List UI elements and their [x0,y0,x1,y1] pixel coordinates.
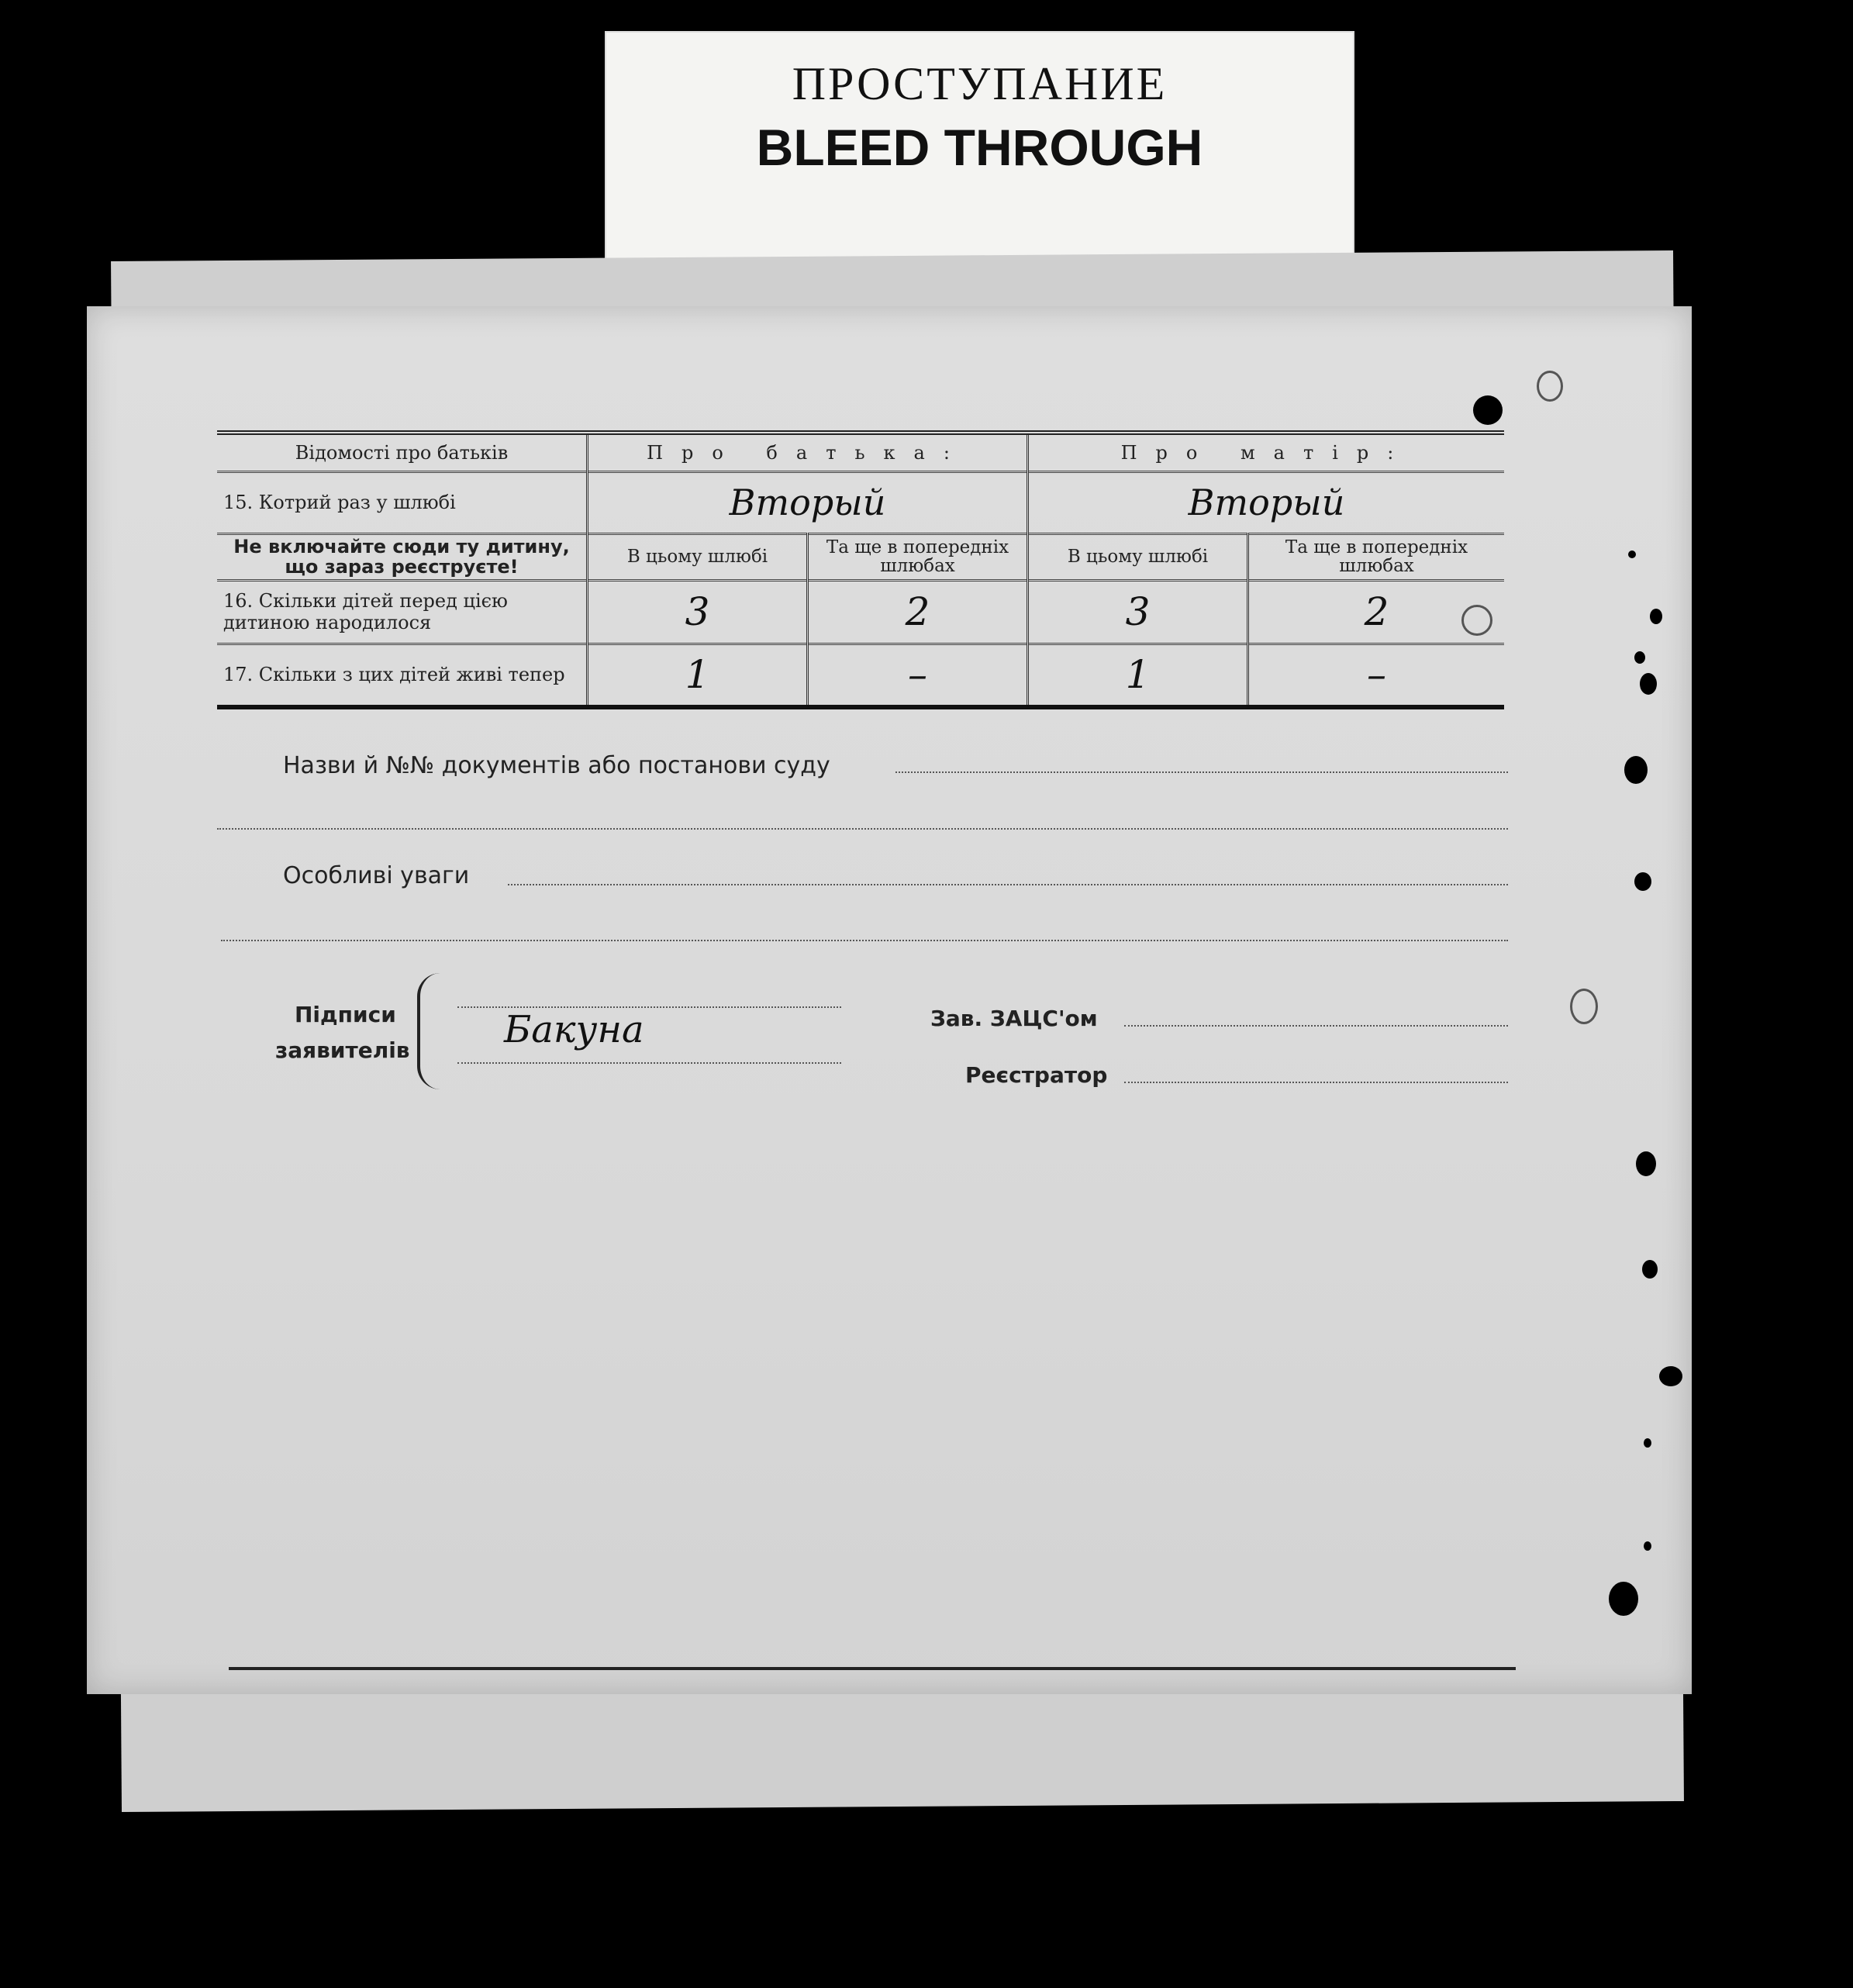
punch-hole [1644,1438,1651,1448]
row-16-label: 16. Скільки дітей перед цією дитиною народилося [217,580,588,644]
punch-hole [1628,550,1636,558]
mother-previous-marriages-header: Та ще в попередніх шлюбах [1285,537,1468,576]
row-17-mother-previous: – [1367,652,1386,698]
row-17-label: 17. Скільки з цих дітей живі тепер [217,644,588,707]
bleed-through-label-card [605,31,1354,271]
punch-hole [1659,1366,1682,1386]
header-parents-info: Відомості про батьків [217,433,588,471]
row-17-father-previous: – [808,644,1028,707]
label-russian: ПРОСТУПАНИЕ [792,58,1168,109]
punch-hole [1644,1541,1651,1551]
documents-line-2 [217,828,1508,830]
father-previous-marriages-header: Та ще в попередніх шлюбах [808,533,1028,580]
row-17-mother-this: 1 [1028,644,1248,707]
bottom-rule [229,1667,1516,1670]
registrar-label: Реєстратор [965,1062,1108,1088]
father-this-marriage-header: В цьому шлюбі [588,533,808,580]
row-15-label: 15. Котрий раз у шлюбі [217,471,588,533]
punch-hole [1636,1151,1656,1176]
row-16-father-this: 3 [588,580,808,644]
signatures-label-1: Підписи [295,1002,396,1027]
row-16-father-previous: 2 [808,580,1028,644]
punch-hole [1642,1260,1658,1279]
head-zags-label: Зав. ЗАЦС'ом [930,1006,1098,1031]
parents-info-table [217,430,1504,709]
documents-label: Назви й №№ документів або постанови суду [283,752,830,779]
punch-hole [1650,609,1662,624]
punch-hole [1634,651,1645,664]
row-17-children-alive [217,644,1504,707]
signature-line-2 [457,1062,841,1064]
header-father: Про батька: [588,433,1028,471]
label-english: BLEED THROUGH [756,119,1203,176]
punch-hole [1640,673,1657,695]
punch-hole [1570,989,1598,1024]
row-16-children-born [217,580,1504,644]
table-subheader-row [217,533,1504,580]
punch-hole [1634,872,1651,891]
signatures-brace [417,973,440,1089]
row-15-marriage-count [217,471,1504,533]
head-zags-line [1124,1025,1508,1027]
applicant-signature: Бакуна [504,1008,644,1051]
punch-hole [1609,1582,1638,1616]
notes-line-2 [221,940,1508,941]
documents-line [895,771,1508,773]
punch-hole [1624,756,1648,784]
row-15-father-value: Вторый [588,471,1028,533]
mother-this-marriage-header: В цьому шлюбі [1028,533,1248,580]
row-16-mother-previous: 2 [1364,589,1389,634]
table-header-row [217,433,1504,471]
row-15-mother-value: Вторый [1188,481,1345,523]
exclude-note: Не включайте сюди ту дитину, що зараз реєструєте! [217,533,588,580]
header-mother: Про матір: [1120,441,1413,464]
row-16-mother-this: 3 [1028,580,1248,644]
row-17-father-this: 1 [588,644,808,707]
notes-line [508,884,1508,885]
punch-hole [1473,395,1503,425]
notes-label: Особливі уваги [283,862,470,889]
signatures-label-2: заявителів [275,1037,410,1063]
registrar-line [1124,1082,1508,1083]
punch-hole [1537,371,1563,402]
